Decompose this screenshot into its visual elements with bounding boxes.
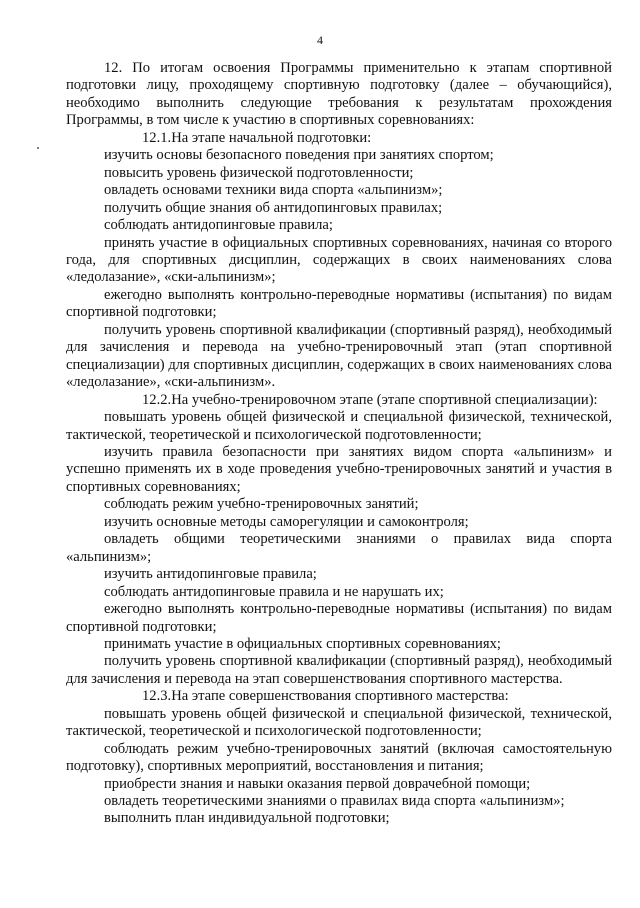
paragraph <box>66 200 612 217</box>
paragraph <box>66 147 612 164</box>
paragraph <box>66 165 612 182</box>
paragraph-text: 12. По итогам освоения Программы применительно к этапам спортивной подготовки лицу, проходящему спортивную подготовку (далее – обучающийся), необходимо выполнить следующие требования к результатам прохождения Программы, в том числе к участию в спортивных соревнованиях: <box>66 60 612 129</box>
paragraph-text: получить уровень спортивной квалификации (спортивный разряд), необходимый для зачисления и перевода на этап совершенствования спортивного мастерства. <box>66 653 612 687</box>
paragraph-text: ежегодно выполнять контрольно-переводные нормативы (испытания) по видам спортивной подготовки; <box>66 286 612 321</box>
paragraph-text: соблюдать режим учебно-тренировочных занятий; <box>104 496 419 513</box>
paragraph <box>66 741 612 776</box>
paragraph <box>66 706 612 741</box>
paragraph <box>66 653 612 688</box>
paragraph <box>66 496 612 513</box>
paragraph-text: повышать уровень общей физической и специальной физической, технической, тактической, теоретической и психологической подготовленности; <box>66 705 612 740</box>
section-paragraph <box>66 392 612 409</box>
document-body <box>66 60 612 828</box>
paragraph <box>66 776 612 793</box>
paragraph-text: изучить основные методы саморегуляции и самоконтроля; <box>104 513 469 530</box>
paragraph <box>66 514 612 531</box>
paragraph <box>66 322 612 392</box>
paragraph-text: На этапе начальной подготовки: <box>171 129 372 146</box>
paragraph <box>66 444 612 496</box>
scan-speck <box>37 147 39 149</box>
paragraph-text: получить общие знания об антидопинговых правилах; <box>104 199 443 216</box>
paragraph <box>66 409 612 444</box>
paragraph-text: соблюдать антидопинговые правила; <box>104 217 333 234</box>
paragraph <box>66 601 612 636</box>
paragraph-text: получить уровень спортивной квалификации (спортивный разряд), необходимый для зачисления и перевода на учебно-тренировочный этап (этап спортивной специализации) для спортивных дисциплин, содержащих в своих наименованиях слова «ледолазание», «ски-альпинизм». <box>66 321 612 391</box>
paragraph-text: изучить антидопинговые правила; <box>104 566 317 583</box>
paragraph <box>66 793 612 810</box>
paragraph-text: выполнить план индивидуальной подготовки; <box>104 810 390 827</box>
section-paragraph <box>66 688 612 705</box>
paragraph-text: изучить правила безопасности при занятиях видом спорта «альпинизм» и успешно применять их в ходе проведения учебно-тренировочных занятий и участия в спортивных соревнованиях; <box>66 443 612 495</box>
paragraph <box>66 584 612 601</box>
section-number: 12.3. <box>142 688 172 705</box>
paragraph <box>66 287 612 322</box>
section-number: 12.1. <box>142 129 172 146</box>
paragraph-text: овладеть общими теоретическими знаниями о правилах вида спорта «альпинизм»; <box>66 531 612 565</box>
paragraph-text: овладеть основами техники вида спорта «альпинизм»; <box>104 182 443 199</box>
paragraph-text: повысить уровень физической подготовленности; <box>104 164 414 181</box>
page-number: 4 <box>317 33 323 47</box>
paragraph-text: принимать участие в официальных спортивных соревнованиях; <box>104 635 501 652</box>
paragraph <box>66 636 612 653</box>
paragraph-text: изучить основы безопасного поведения при занятиях спортом; <box>104 147 494 164</box>
paragraph-text: На этапе совершенствования спортивного мастерства: <box>171 688 509 705</box>
section-paragraph <box>66 130 612 147</box>
paragraph-text: приобрести знания и навыки оказания первой доврачебной помощи; <box>104 775 531 792</box>
paragraph <box>66 810 612 827</box>
paragraph-text: ежегодно выполнять контрольно-переводные нормативы (испытания) по видам спортивной подготовки; <box>66 601 612 635</box>
paragraph-text: повышать уровень общей физической и специальной физической, технической, тактической, теоретической и психологической подготовленности; <box>66 409 612 443</box>
paragraph <box>66 60 612 130</box>
paragraph <box>66 217 612 234</box>
paragraph-text: На учебно-тренировочном этапе (этапе спортивной специализации): <box>171 391 598 408</box>
paragraph-text: овладеть теоретическими знаниями о правилах вида спорта «альпинизм»; <box>104 793 565 810</box>
paragraph <box>66 182 612 199</box>
paragraph <box>66 566 612 583</box>
paragraph <box>66 235 612 287</box>
paragraph-text: соблюдать антидопинговые правила и не нарушать их; <box>104 583 444 600</box>
paragraph-text: соблюдать режим учебно-тренировочных занятий (включая самостоятельную подготовку), спортивных мероприятий, восстановления и питания; <box>66 740 612 775</box>
paragraph-text: принять участие в официальных спортивных соревнованиях, начиная со второго года, для спортивных дисциплин, содержащих в своих наименованиях слова «ледолазание», «ски-альпинизм»; <box>66 234 612 286</box>
section-number: 12.2. <box>142 391 172 408</box>
paragraph <box>66 531 612 566</box>
